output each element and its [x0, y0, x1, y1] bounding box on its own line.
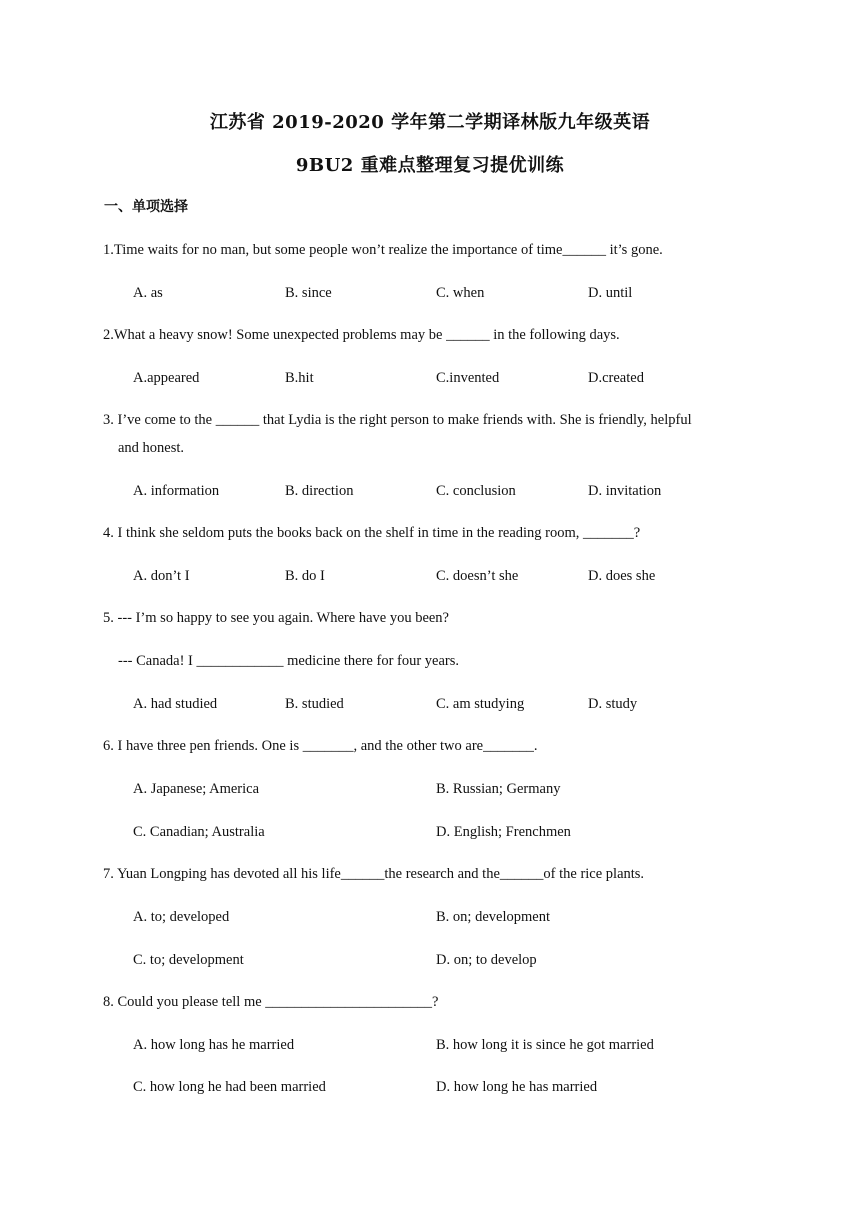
question-7-stem: 7. Yuan Longping has devoted all his life______the research and the______of the rice plants.	[103, 866, 645, 882]
question-5-option-b: B. studied	[285, 696, 344, 712]
question-8-option-c: C. how long he had been married	[133, 1079, 326, 1095]
question-5-stem-continued: --- Canada! I ____________ medicine there for four years.	[118, 653, 460, 669]
question-2-option-d: D.created	[588, 370, 644, 386]
section-heading: 一、单项选择	[104, 199, 188, 215]
question-5-option-c: C. am studying	[436, 696, 525, 712]
question-4-option-d: D. does she	[588, 568, 656, 584]
question-1-option-a: A. as	[133, 285, 163, 301]
question-6-option-c: C. Canadian; Australia	[133, 824, 265, 840]
question-7-option-d: D. on; to develop	[436, 952, 537, 968]
question-5-option-d: D. study	[588, 696, 638, 712]
question-2-option-b: B.hit	[285, 370, 314, 386]
question-4-option-b: B. do I	[285, 568, 325, 584]
question-4-option-a: A. don’t I	[133, 568, 190, 584]
document-title: 江苏省 2019-2020 学年第二学期译林版九年级英语	[209, 112, 651, 133]
question-3-option-a: A. information	[133, 483, 220, 499]
question-8-option-b: B. how long it is since he got married	[436, 1037, 654, 1053]
question-2-option-a: A.appeared	[133, 370, 200, 386]
question-3-stem-continued: and honest.	[118, 440, 185, 456]
question-6-stem: 6. I have three pen friends. One is _______, and the other two are_______.	[103, 738, 538, 754]
question-1-option-c: C. when	[436, 285, 485, 301]
question-8-option-a: A. how long has he married	[133, 1037, 295, 1053]
question-2-stem: 2.What a heavy snow! Some unexpected problems may be ______ in the following days.	[103, 327, 620, 343]
question-1-option-d: D. until	[588, 285, 633, 301]
question-3-option-b: B. direction	[285, 483, 354, 499]
question-1-stem: 1.Time waits for no man, but some people won’t realize the importance of time______ it’s gone.	[103, 242, 663, 258]
question-3-option-d: D. invitation	[588, 483, 662, 499]
question-8-option-d: D. how long he has married	[436, 1079, 598, 1095]
question-2-option-c: C.invented	[436, 370, 500, 386]
question-6-option-a: A. Japanese; America	[133, 781, 260, 797]
question-7-option-b: B. on; development	[436, 909, 550, 925]
question-8-stem: 8. Could you please tell me _______________________?	[103, 994, 439, 1010]
question-4-option-c: C. doesn’t she	[436, 568, 519, 584]
question-7-option-a: A. to; developed	[133, 909, 230, 925]
question-4-stem: 4. I think she seldom puts the books back on the shelf in time in the reading room, _______?	[103, 525, 641, 541]
question-1-option-b: B. since	[285, 285, 332, 301]
question-3-option-c: C. conclusion	[436, 483, 516, 499]
document-subtitle: 9BU2 重难点整理复习提优训练	[295, 155, 565, 176]
question-6-option-d: D. English; Frenchmen	[436, 824, 571, 840]
question-7-option-c: C. to; development	[133, 952, 244, 968]
question-6-option-b: B. Russian; Germany	[436, 781, 561, 797]
question-5-option-a: A. had studied	[133, 696, 218, 712]
question-5-stem: 5. --- I’m so happy to see you again. Where have you been?	[103, 610, 449, 626]
question-3-stem: 3. I’ve come to the ______ that Lydia is the right person to make friends with. She is friendly, helpful	[103, 412, 692, 428]
